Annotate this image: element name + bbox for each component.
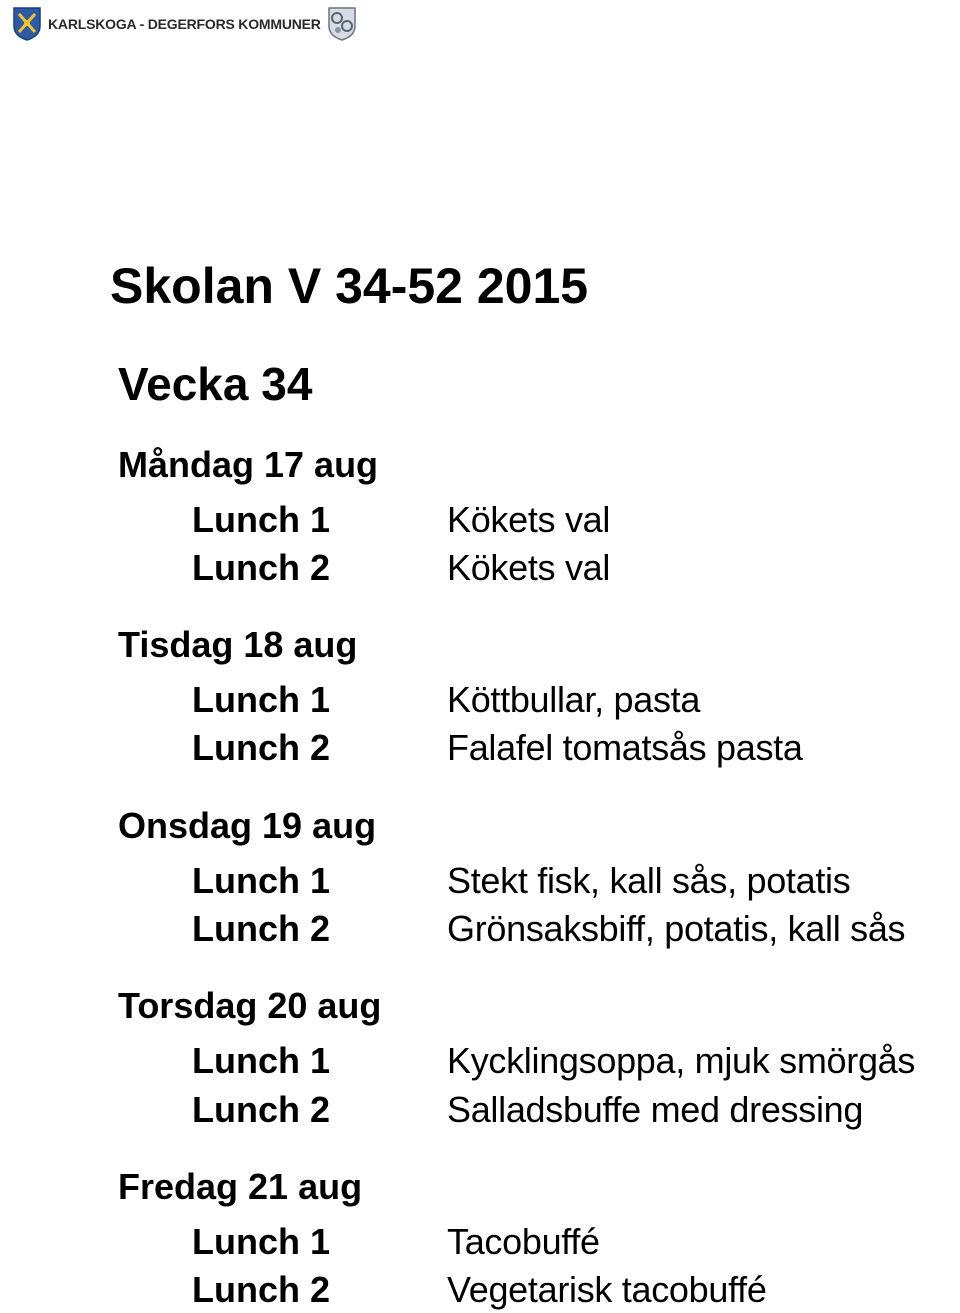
dish-name: Tacobuffé — [447, 1221, 600, 1262]
lunch-label: Lunch 2 — [192, 727, 331, 768]
day-heading: Måndag 17 aug — [118, 444, 379, 485]
lunch-label: Lunch 1 — [192, 1040, 331, 1081]
lunch-label: Lunch 1 — [192, 1221, 331, 1262]
lunch-label: Lunch 2 — [192, 1089, 331, 1130]
dish-name: Kycklingsoppa, mjuk smörgås — [447, 1040, 916, 1081]
lunch-label: Lunch 2 — [192, 547, 331, 588]
day-heading: Torsdag 20 aug — [118, 985, 382, 1026]
dish-name: Vegetarisk tacobuffé — [447, 1269, 767, 1310]
page-title: Skolan V 34-52 2015 — [110, 258, 589, 314]
lunch-label: Lunch 1 — [192, 860, 331, 901]
dish-name: Köttbullar, pasta — [447, 679, 701, 720]
lunch-label: Lunch 2 — [192, 908, 331, 949]
day-heading: Onsdag 19 aug — [118, 805, 377, 846]
day-heading: Tisdag 18 aug — [118, 624, 358, 665]
lunch-label: Lunch 2 — [192, 1269, 331, 1310]
dish-name: Stekt fisk, kall sås, potatis — [447, 860, 851, 901]
org-name: KARLSKOGA - DEGERFORS KOMMUNER — [48, 16, 321, 32]
dish-name: Grönsaksbiff, potatis, kall sås — [447, 908, 906, 949]
dish-name: Kökets val — [447, 499, 611, 540]
week-heading: Vecka 34 — [118, 358, 313, 410]
lunch-label: Lunch 1 — [192, 679, 331, 720]
dish-name: Kökets val — [447, 547, 611, 588]
lunch-label: Lunch 1 — [192, 499, 331, 540]
dish-name: Falafel tomatsås pasta — [447, 727, 803, 768]
day-heading: Fredag 21 aug — [118, 1166, 363, 1207]
dish-name: Salladsbuffe med dressing — [447, 1089, 864, 1130]
